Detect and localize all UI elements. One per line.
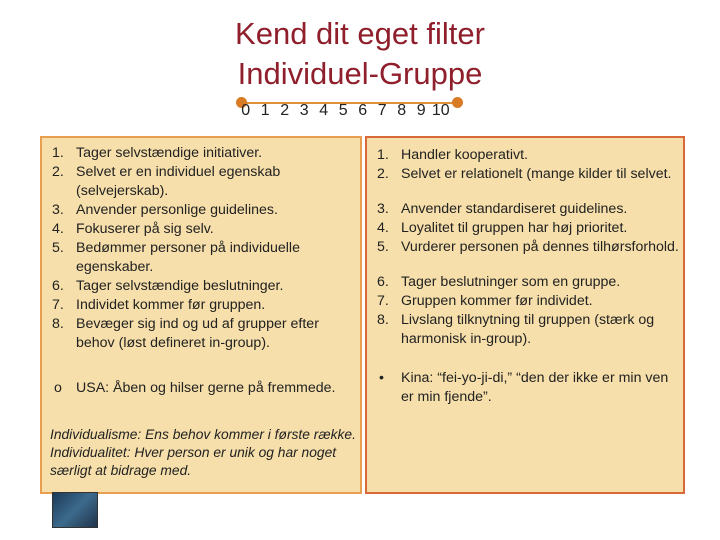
thumbnail-image xyxy=(52,492,98,528)
item-text: Loyalitet til gruppen har høj prioritet. xyxy=(401,220,628,236)
list-item xyxy=(42,144,360,163)
scale-number: 1 xyxy=(260,102,270,119)
usa-item xyxy=(42,379,360,398)
slide-title xyxy=(0,14,720,94)
title-line-2: Individuel-Gruppe xyxy=(237,56,483,91)
item-number: 5. xyxy=(377,239,389,255)
scale-number: 9 xyxy=(416,102,426,119)
item-text: Fokuserer på sig selv. xyxy=(76,221,214,237)
scale-number: 8 xyxy=(397,102,407,119)
item-text: Vurderer personen på dennes tilhørsforhold. xyxy=(401,239,679,255)
group-box xyxy=(365,136,685,494)
scale-number: 4 xyxy=(319,102,329,119)
item-number: 3. xyxy=(377,201,389,217)
circle-bullet-icon: o xyxy=(54,380,62,396)
list-item xyxy=(367,292,683,311)
scale-dot-right xyxy=(452,97,463,108)
china-item xyxy=(367,369,683,407)
list-item xyxy=(42,220,360,239)
list-item xyxy=(367,219,683,238)
list-item xyxy=(42,163,360,201)
group-list-3 xyxy=(367,273,683,349)
list-item xyxy=(367,165,683,184)
individuality-note: Individualitet: Hver person er unik og har noget særligt at bidrage med. xyxy=(50,445,337,478)
list-item xyxy=(367,311,683,349)
item-number: 6. xyxy=(377,274,389,290)
scale-number: 6 xyxy=(358,102,368,119)
item-number: 4. xyxy=(52,221,64,237)
item-number: 4. xyxy=(377,220,389,236)
individual-list xyxy=(42,144,360,353)
item-number: 8. xyxy=(52,316,64,332)
list-item xyxy=(42,315,360,353)
item-text: Livslang tilknytning til gruppen (stærk og harmonisk in-group). xyxy=(401,312,655,347)
item-number: 3. xyxy=(52,202,64,218)
list-item xyxy=(42,239,360,277)
list-item xyxy=(42,296,360,315)
item-text: Handler kooperativt. xyxy=(401,147,528,163)
scale-number: 5 xyxy=(338,102,348,119)
scale-numbers xyxy=(236,102,451,120)
item-text: Anvender standardiseret guidelines. xyxy=(401,201,628,217)
china-text: Kina: “fei-yo-ji-di,” “den der ikke er min ven er min fjende”. xyxy=(401,370,669,405)
item-text: Individet kommer før gruppen. xyxy=(76,297,266,313)
group-list-1 xyxy=(367,146,683,184)
scale-number: 3 xyxy=(299,102,309,119)
item-number: 2. xyxy=(52,164,64,180)
item-number: 7. xyxy=(52,297,64,313)
item-number: 7. xyxy=(377,293,389,309)
item-text: Tager selvstændige beslutninger. xyxy=(76,278,284,294)
list-item xyxy=(42,277,360,296)
item-text: Tager selvstændige initiativer. xyxy=(76,145,263,161)
scale-number: 7 xyxy=(377,102,387,119)
individual-box xyxy=(40,136,362,494)
item-text: Tager beslutninger som en gruppe. xyxy=(401,274,621,290)
list-item xyxy=(367,146,683,165)
scale-number: 2 xyxy=(280,102,290,119)
scale-number: 10 xyxy=(431,102,450,119)
item-number: 8. xyxy=(377,312,389,328)
item-text: Anvender personlige guidelines. xyxy=(76,202,278,218)
item-text: Bevæger sig ind og ud af grupper efter behov (løst defineret in-group). xyxy=(76,316,319,351)
scale-0-10 xyxy=(236,94,486,124)
item-text: Selvet er en individuel egenskab (selvejerskab). xyxy=(76,164,281,199)
scale-number: 0 xyxy=(241,102,251,119)
individualism-note: Individualisme: Ens behov kommer i første række. xyxy=(50,427,356,442)
item-text: Gruppen kommer før individet. xyxy=(401,293,593,309)
item-text: Selvet er relationelt (mange kilder til selvet. xyxy=(401,166,672,182)
item-number: 1. xyxy=(377,147,389,163)
item-number: 2. xyxy=(377,166,389,182)
group-list-2 xyxy=(367,200,683,257)
usa-text: USA: Åben og hilser gerne på fremmede. xyxy=(76,380,336,396)
list-item xyxy=(367,273,683,292)
bullet-icon: • xyxy=(379,370,384,386)
list-item xyxy=(42,201,360,220)
list-item xyxy=(367,200,683,219)
item-text: Bedømmer personer på individuelle egenskaber. xyxy=(76,240,300,275)
item-number: 5. xyxy=(52,240,64,256)
list-item xyxy=(367,238,683,257)
title-line-1: Kend dit eget filter xyxy=(235,16,485,51)
item-number: 6. xyxy=(52,278,64,294)
item-number: 1. xyxy=(52,145,64,161)
